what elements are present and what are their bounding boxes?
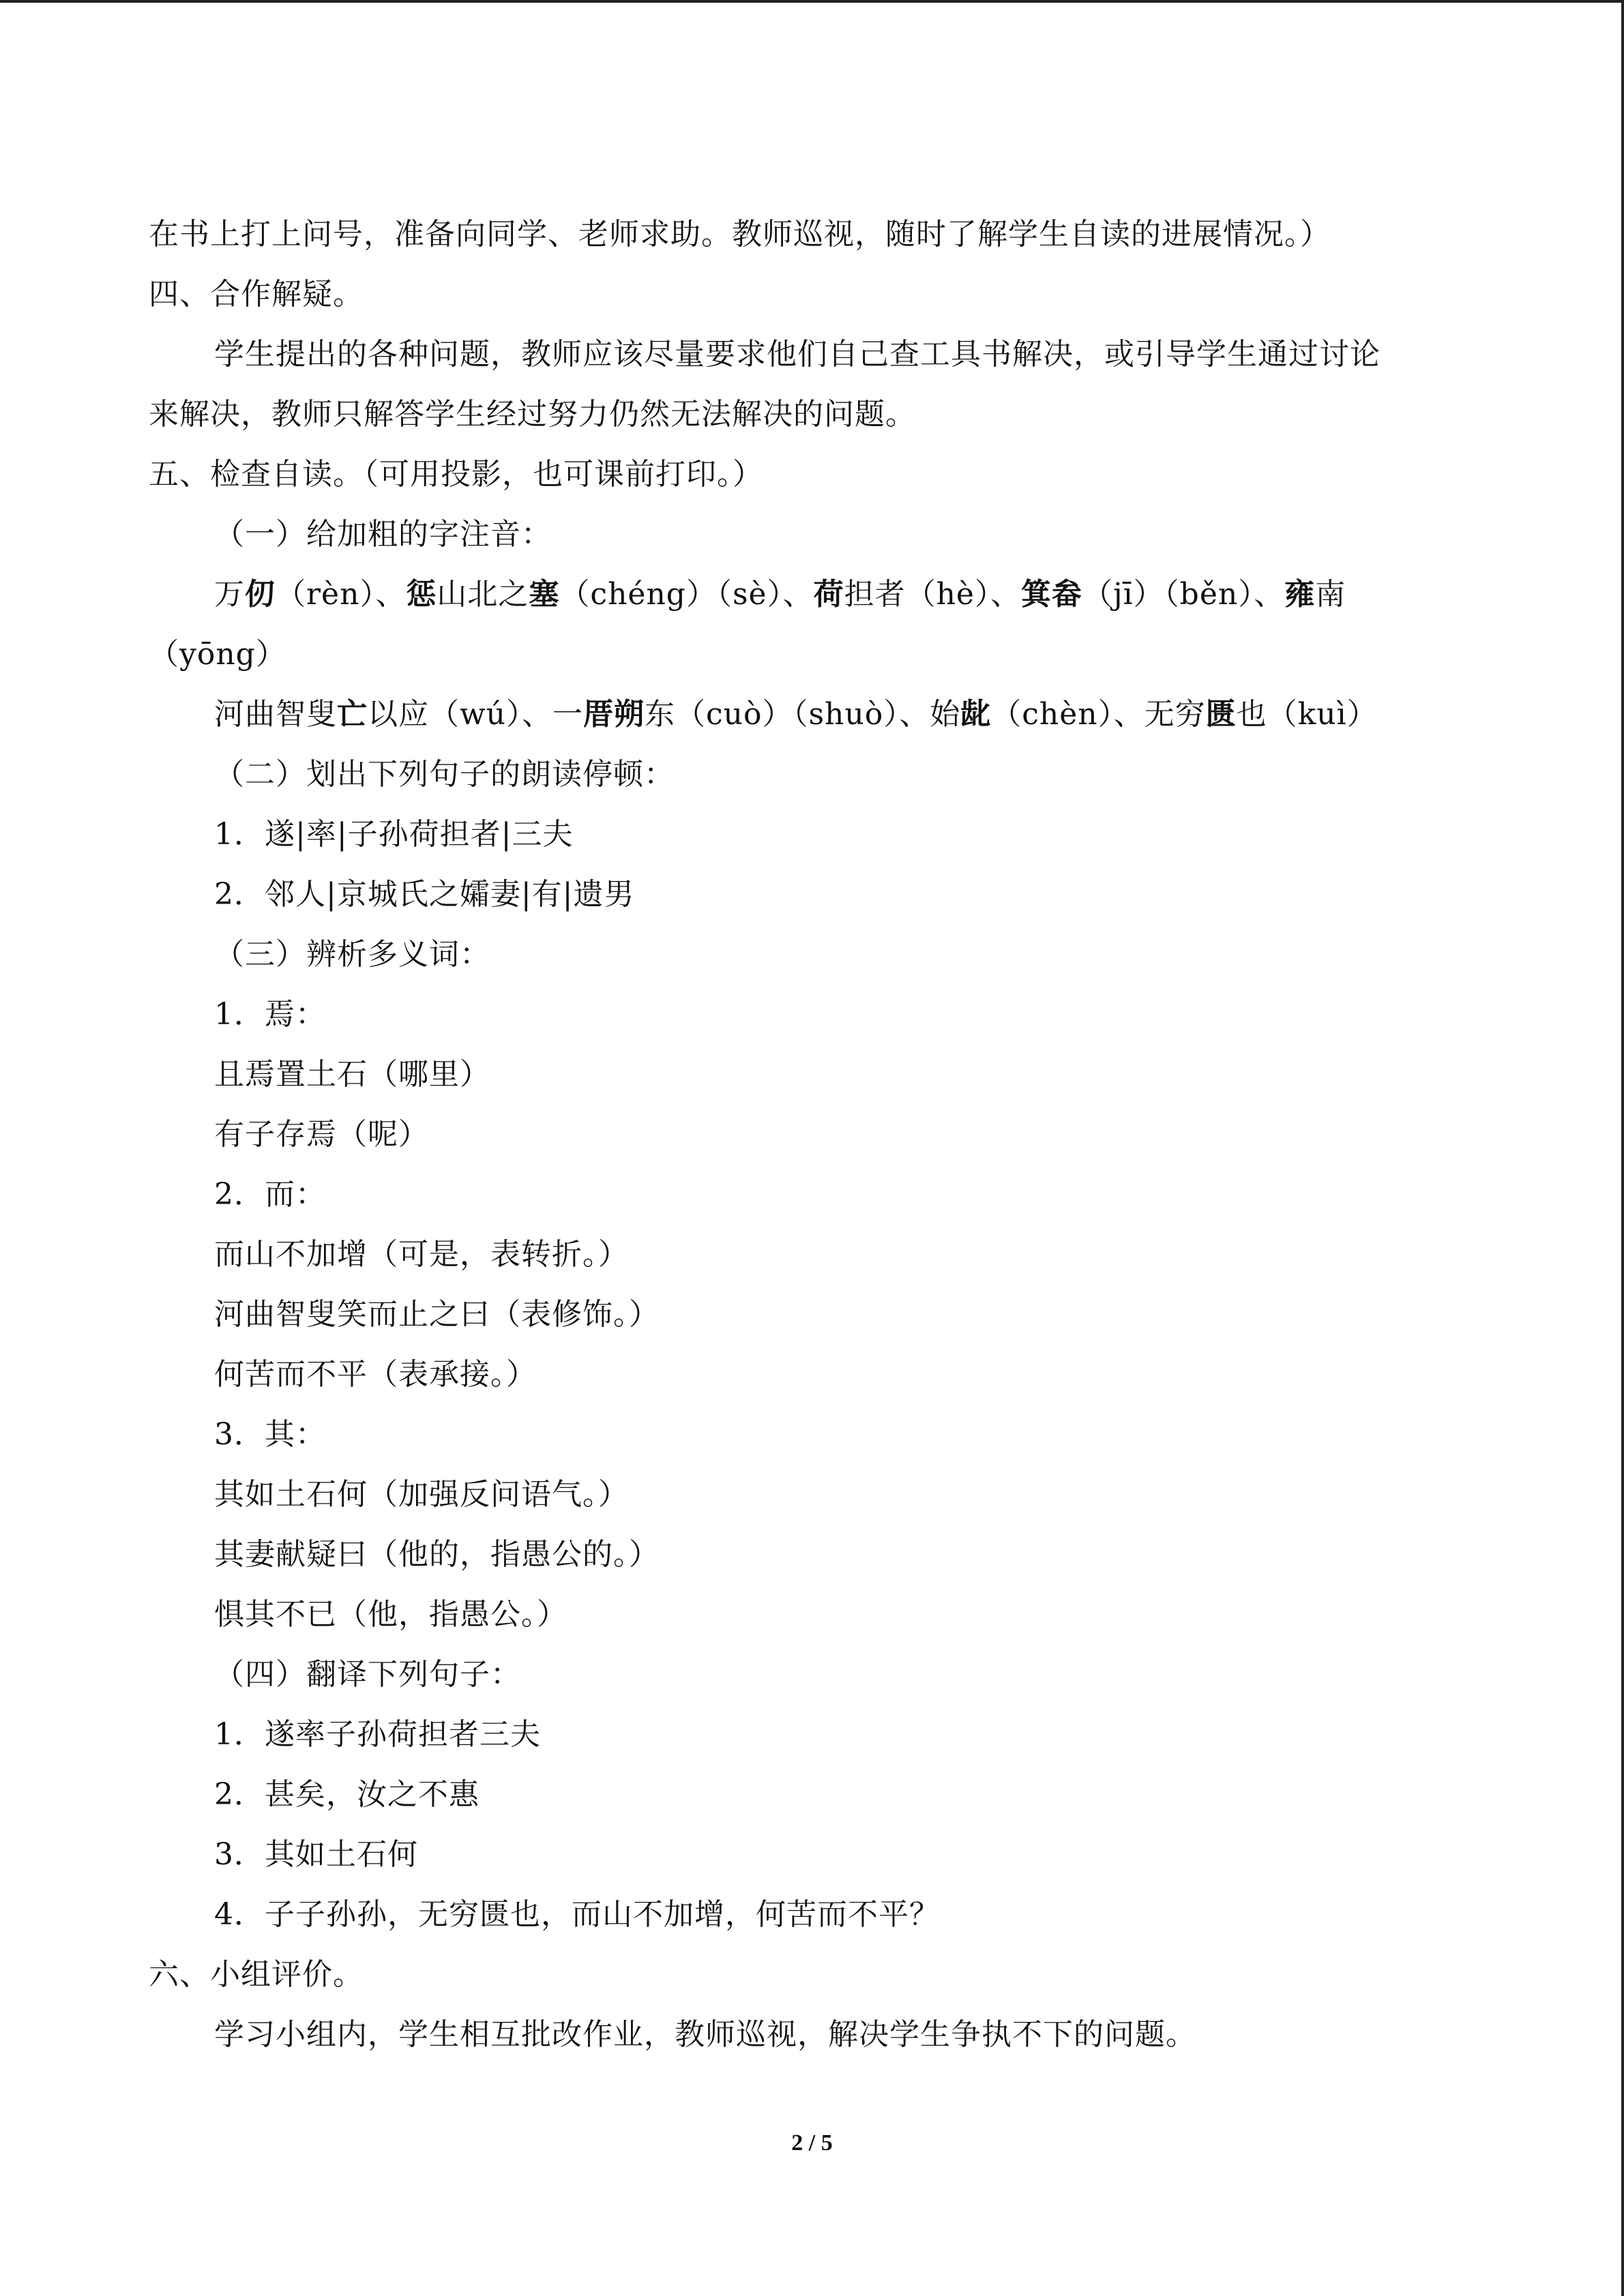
paragraph-line: 来解决，教师只解答学生经过努力仍然无法解决的问题。	[149, 397, 916, 432]
subsection-heading: （四）翻译下列句子：	[214, 1657, 521, 1692]
list-item: 2．甚矣，汝之不惠	[214, 1777, 479, 1812]
pinyin-line: （yōng）	[149, 637, 286, 672]
plain-text: （rèn）、	[276, 577, 407, 612]
plain-text: 万	[214, 577, 245, 612]
paragraph-line: 在书上打上问号，准备向同学、老师求助。教师巡视，随时了解学生自读的进展情况。）	[149, 217, 1331, 252]
list-item: 惧其不已（他，指愚公。）	[214, 1597, 567, 1632]
list-item: 4．子子孙孙，无穷匮也，而山不加增，何苦而不平？	[214, 1897, 940, 1932]
list-item: 2．邻人|京城氏之孀妻|有|遗男	[214, 877, 635, 912]
bold-char: 荷	[813, 577, 844, 612]
pinyin-line	[149, 685, 1479, 745]
list-item: 1．遂|率|子孙荷担者|三夫	[214, 817, 574, 852]
bold-char: 龀	[960, 697, 992, 732]
plain-text: 东（cuò）（shuò）、始	[645, 697, 961, 732]
paragraph-line: 学生提出的各种问题，教师应该尽量要求他们自己查工具书解决，或引导学生通过讨论	[214, 337, 1381, 372]
bold-char: 亡	[337, 697, 368, 732]
subsection-heading: （二）划出下列句子的朗读停顿：	[214, 757, 675, 792]
list-item: 而山不加增（可是，表转折。）	[214, 1237, 629, 1272]
list-item: 2．而：	[214, 1177, 326, 1212]
page-top-border	[0, 0, 1624, 3]
plain-text: 河曲智叟	[214, 697, 337, 732]
bold-char: 仞	[245, 577, 276, 612]
pinyin-line	[149, 565, 1479, 625]
bold-char: 厝朔	[583, 697, 645, 732]
bold-char: 惩	[406, 577, 437, 612]
plain-text: （jī）（běn）、	[1082, 577, 1285, 612]
page-number: 2 / 5	[791, 2130, 833, 2156]
section-heading: 六、小组评价。	[149, 1957, 364, 1992]
list-item: 1．遂率子孙荷担者三夫	[214, 1717, 541, 1752]
plain-text: 山北之	[437, 577, 529, 612]
plain-text: 以应（wú）、一	[368, 697, 583, 732]
document-body	[149, 205, 1479, 2065]
section-heading: 四、合作解疑。	[149, 277, 364, 312]
list-item: 且焉置土石（哪里）	[214, 1057, 490, 1092]
plain-text: 也（kuì）	[1236, 697, 1378, 732]
paragraph-line: 学习小组内，学生相互批改作业，教师巡视，解决学生争执不下的问题。	[214, 2017, 1196, 2052]
plain-text: 南	[1315, 577, 1346, 612]
list-item: 何苦而不平（表承接。）	[214, 1357, 537, 1392]
list-item: 1．焉：	[214, 997, 326, 1032]
bold-char: 匮	[1205, 697, 1237, 732]
subsection-heading: （一）给加粗的字注音：	[214, 517, 552, 552]
list-item: 3．其：	[214, 1417, 326, 1452]
section-heading: 五、检查自读。（可用投影，也可课前打印。）	[149, 457, 763, 492]
list-item: 其妻献疑曰（他的，指愚公的。）	[214, 1537, 660, 1572]
list-item: 河曲智叟笑而止之曰（表修饰。）	[214, 1297, 660, 1332]
bold-char: 雍	[1284, 577, 1316, 612]
bold-char: 塞	[529, 577, 560, 612]
page-right-border	[1621, 0, 1624, 2296]
list-item: 有子存焉（呢）	[214, 1117, 429, 1152]
bold-char: 箕畚	[1020, 577, 1082, 612]
subsection-heading: （三）辨析多义词：	[214, 937, 490, 972]
plain-text: （chèn）、无穷	[991, 697, 1206, 732]
plain-text: （chéng）（sè）、	[559, 577, 814, 612]
list-item: 3．其如土石何	[214, 1837, 418, 1872]
plain-text: 担者（hè）、	[844, 577, 1021, 612]
list-item: 其如土石何（加强反问语气。）	[214, 1477, 629, 1512]
